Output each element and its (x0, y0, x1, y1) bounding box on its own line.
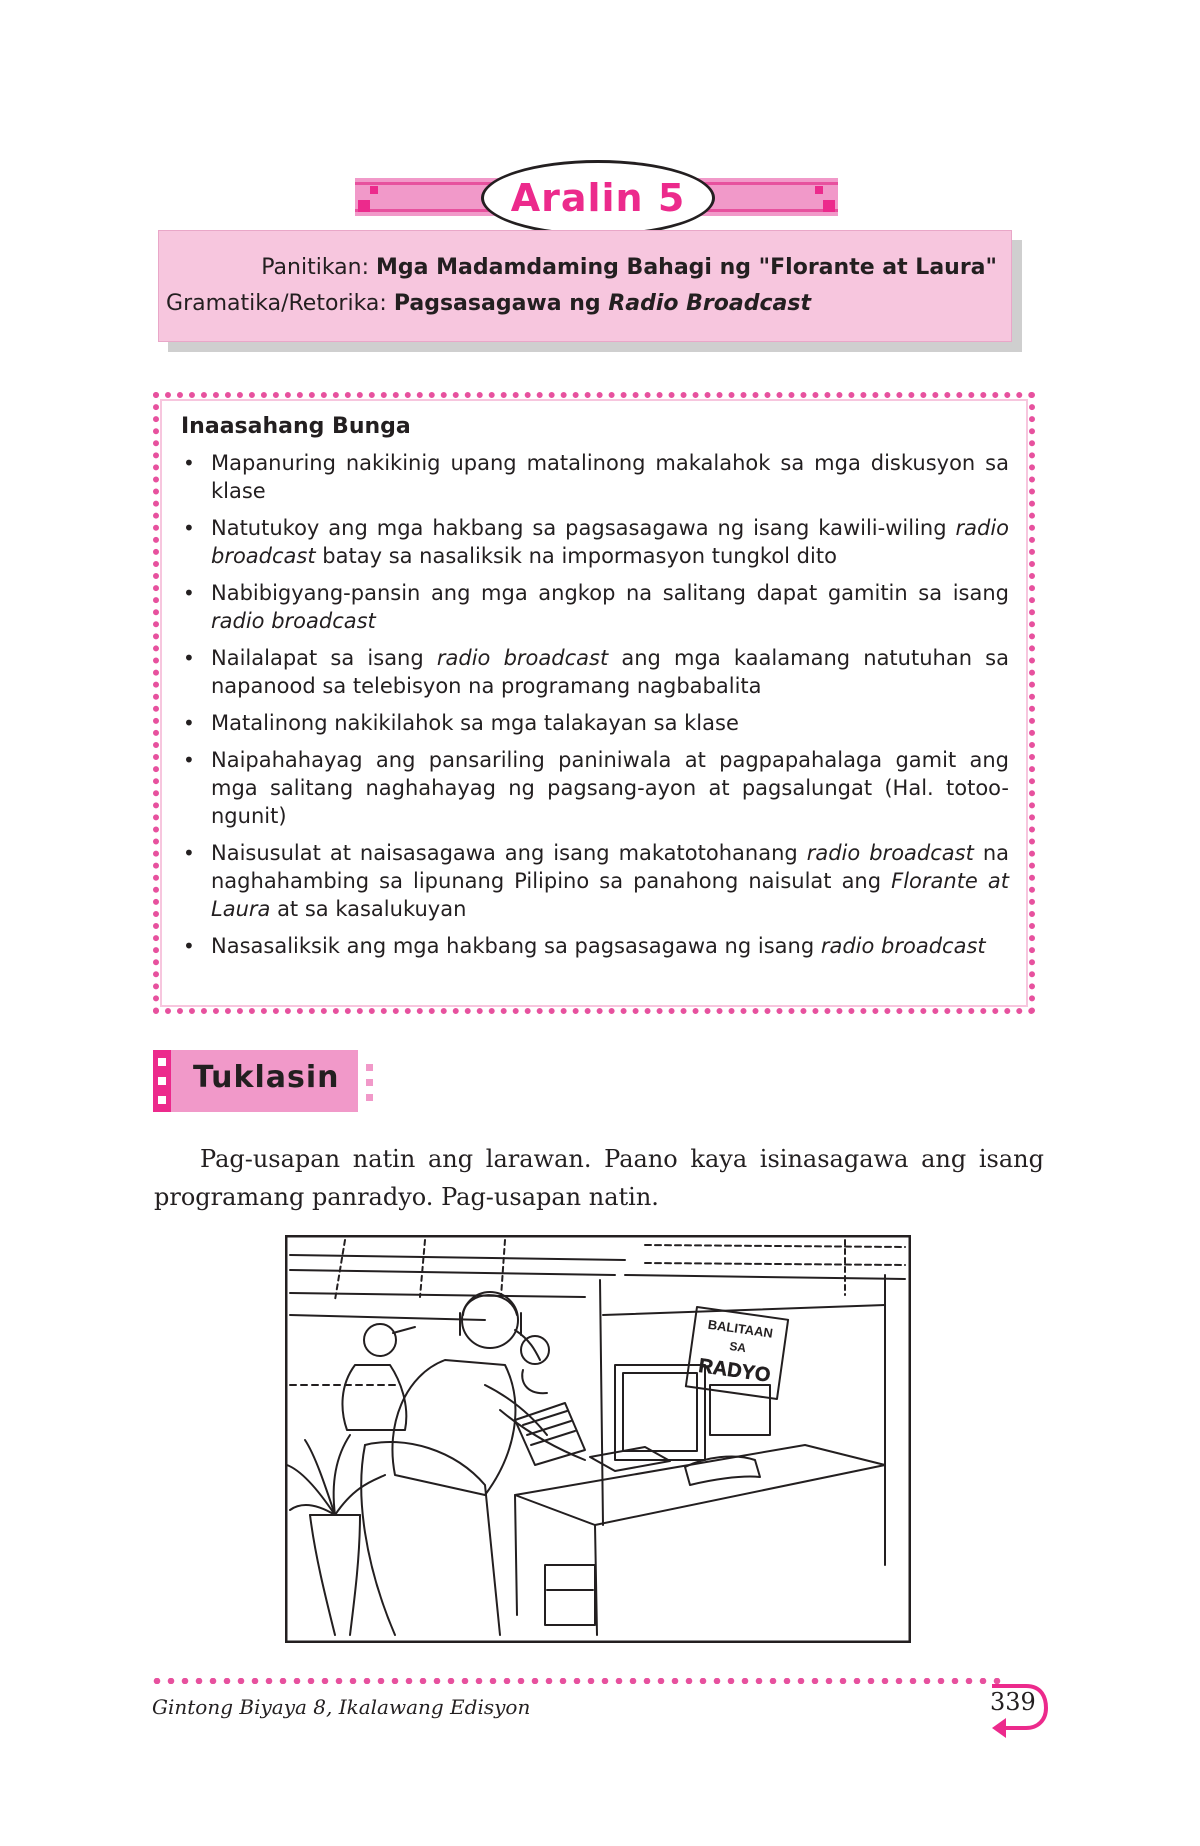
banner-ornament-left (358, 200, 370, 212)
outcome-text: Natutukoy ang mga hakbang sa pagsasagawa ng isang kawili-wiling (211, 516, 956, 540)
outcome-text: radio broadcast (820, 934, 986, 958)
outcome-item (181, 932, 1009, 960)
panitikan-row (261, 255, 997, 280)
outcome-text: at sa kasalukuyan (270, 897, 467, 921)
panitikan-label: Panitikan: (261, 255, 370, 280)
banner-ornament-right (823, 200, 835, 212)
outcome-text: Mapanuring nakikinig upang matalinong makalahok sa mga diskusyon sa klase (211, 451, 1009, 503)
lesson-title-oval (481, 160, 715, 236)
outcomes-list (181, 449, 1009, 960)
outcome-item (181, 514, 1009, 570)
section-heading-tab (153, 1050, 358, 1112)
outcome-item (181, 709, 1009, 737)
outcome-text: ang mga kaalamang natutuhan sa napanood sa telebisyon na programang nagbabalita (211, 646, 1009, 698)
sign-line-2: SA (728, 1338, 748, 1356)
bullet-icon: • (183, 516, 195, 540)
bullet-icon: • (183, 841, 195, 865)
footer-dotted-rule (150, 1678, 1002, 1684)
gramatika-row (166, 291, 811, 316)
bullet-icon: • (183, 581, 195, 605)
outcome-item (181, 746, 1009, 830)
lesson-title: Aralin 5 (510, 176, 686, 220)
panitikan-value: Mga Madamdaming Bahagi ng "Florante at Laura" (376, 255, 997, 280)
radio-studio-illustration (285, 1235, 911, 1643)
bullet-icon: • (183, 646, 195, 670)
bullet-icon: • (183, 748, 195, 772)
expected-outcomes-box (153, 392, 1035, 1014)
outcome-text: Matalinong nakikilahok sa mga talakayan sa klase (211, 711, 739, 735)
outcome-text: Nailalapat sa isang (211, 646, 437, 670)
bullet-icon: • (183, 711, 195, 735)
outcome-text: radio broadcast (211, 609, 376, 633)
sign-line-1: BALITAAN (706, 1316, 774, 1341)
outcome-text: Naipahahayag ang pansariling paniniwala at pagpapahalaga gamit ang mga salitang naghahayag ng pagsang-ayon at pagsalungat (Hal. totoo-ngunit) (211, 748, 1009, 828)
banner-ornament-right-small (815, 186, 823, 194)
gramatika-label: Gramatika/Retorika: (166, 291, 387, 316)
section-title: Tuklasin (193, 1060, 340, 1095)
footer-book-title: Gintong Biyaya 8, Ikalawang Edisyon (152, 1695, 531, 1719)
outcome-text: batay sa nasaliksik na impormasyon tungkol dito (315, 544, 837, 568)
outcome-text: radio broadcast (436, 646, 609, 670)
outcome-text: radio broadcast (211, 516, 1009, 568)
outcome-text: Nabibigyang-pansin ang mga angkop na salitang dapat gamitin sa isang (211, 581, 1009, 605)
outcome-text: Naisusulat at naisasagawa ang isang makatotohanang (211, 841, 807, 865)
outcome-text: Nasasaliksik ang mga hakbang sa pagsasagawa ng isang (211, 934, 821, 958)
outcome-item (181, 579, 1009, 635)
bullet-icon: • (183, 934, 195, 958)
outcome-item (181, 449, 1009, 505)
gramatika-value-prefix: Pagsasagawa ng (393, 291, 609, 316)
page-number: 339 (990, 1688, 1036, 1716)
outcome-item (181, 839, 1009, 923)
sign-line-3: RADYO (697, 1354, 772, 1387)
outcome-text: radio broadcast (806, 841, 974, 865)
bullet-icon: • (183, 451, 195, 475)
banner-ornament-left-small (370, 186, 378, 194)
lesson-topics-box (158, 230, 1012, 342)
outcome-text: na naghahambing sa lipunang Pilipino sa panahong naisulat ang (211, 841, 1009, 893)
gramatika-value (394, 291, 811, 316)
outcome-item (181, 644, 1009, 700)
section-paragraph: Pag-usapan natin ang larawan. Paano kaya isinasagawa ang isang programang panradyo. Pag-usapan natin. (154, 1145, 1044, 1211)
outcome-text: Florante at Laura (211, 869, 1009, 921)
section-heading-dots (366, 1064, 373, 1109)
gramatika-value-italic: Radio Broadcast (608, 291, 811, 316)
outcomes-title: Inaasahang Bunga (181, 414, 411, 439)
